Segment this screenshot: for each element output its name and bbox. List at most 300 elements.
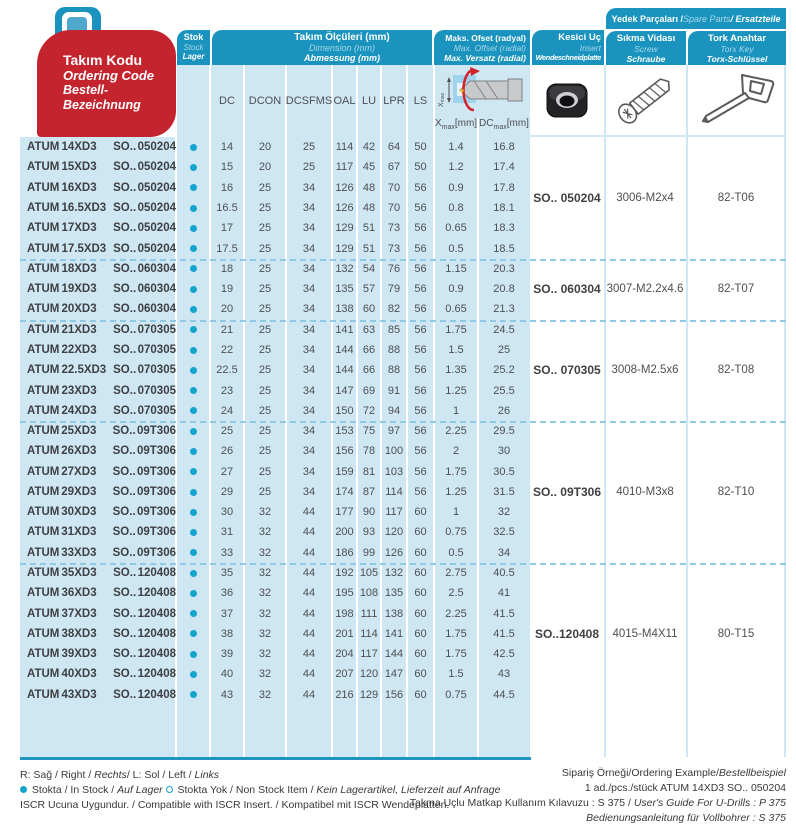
svg-text:Xmax: Xmax <box>438 92 446 107</box>
dimension-cell: 25 <box>258 425 272 438</box>
dimension-cell: 25 <box>258 445 272 458</box>
contact-point-star: ✶ <box>458 86 466 96</box>
x-max-column-label: $X_{max}[mm]$ <box>434 118 478 131</box>
dimension-cell: 72 <box>362 404 376 417</box>
dimension-cell: 25 <box>258 262 272 275</box>
dimension-cell: 153 <box>335 425 354 438</box>
dimension-cell: 38 <box>220 627 234 640</box>
x-max-cell: 1.5 <box>448 343 464 356</box>
dc-max-cell: 30.5 <box>493 465 515 478</box>
dimension-cell: 144 <box>384 648 404 661</box>
tool-code-part: 09T306 <box>136 465 176 478</box>
column-header-dcon: DCON <box>248 95 282 107</box>
in-stock-dot <box>190 347 197 354</box>
tool-code-part: 070305 <box>137 343 176 356</box>
dimension-cell: 126 <box>335 201 354 214</box>
tool-code-part: 16XD3 <box>61 181 97 194</box>
x-max-cell: 2.25 <box>445 607 467 620</box>
dimension-cell: 32 <box>258 627 272 640</box>
tool-code-part: SO.. <box>113 303 137 316</box>
spare-part-group-row <box>530 259 786 320</box>
in-stock-dot <box>190 590 197 597</box>
footnote-text: ISCR Ucuna Uygundur. / Compatible with ISCR Insert. / Kompatibel mit ISCR Wendeplatten. <box>20 799 450 811</box>
dimension-cell: 44 <box>302 648 316 661</box>
in-stock-dot <box>190 549 197 556</box>
dimension-cell: 66 <box>362 364 376 377</box>
in-stock-dot <box>190 144 197 151</box>
torx-key-code-cell: 82-T06 <box>717 191 755 204</box>
tool-code-part: SO.. <box>113 567 137 580</box>
insert-code-cell: SO.. 09T306 <box>532 485 602 500</box>
tool-code-part: SO.. <box>113 201 137 214</box>
ordering-code-header <box>37 30 176 137</box>
dimension-cell: 99 <box>362 546 376 559</box>
tool-code-part: ATUM <box>27 283 60 296</box>
dimension-cell: 25 <box>258 222 272 235</box>
dimension-cell: 138 <box>384 607 404 620</box>
stock-status-cell <box>176 303 210 315</box>
stock-status-cell <box>176 141 210 153</box>
tool-code-part: ATUM <box>27 161 60 174</box>
tool-code-part: ATUM <box>27 485 60 498</box>
stock-status-cell <box>176 364 210 376</box>
table-row <box>20 198 530 218</box>
spare-part-group-row <box>530 320 786 421</box>
in-stock-dot <box>190 245 197 252</box>
tool-code-part: 22.5XD3 <box>61 364 107 377</box>
tool-code-cell <box>20 243 176 255</box>
spare-part-group-row <box>530 563 786 705</box>
dimension-cell: 200 <box>335 526 354 539</box>
dimension-cell: 141 <box>384 627 404 640</box>
x-max-cell: 1.5 <box>448 668 464 681</box>
x-max-cell: 0.5 <box>448 242 464 255</box>
dimension-cell: 147 <box>335 384 354 397</box>
x-max-cell: 1.75 <box>445 648 467 661</box>
non-stock-legend-dot <box>166 786 173 793</box>
screw-code-cell: 4010-M3x8 <box>616 486 674 499</box>
x-max-cell: 0.65 <box>445 303 467 316</box>
x-max-cell: 2.25 <box>445 425 467 438</box>
dimension-cell: 34 <box>302 303 316 316</box>
dc-max-cell: 17.4 <box>493 161 515 174</box>
dimension-cell: 25 <box>258 343 272 356</box>
dimension-cell: 126 <box>335 181 354 194</box>
in-stock-dot <box>190 448 197 455</box>
tool-code-part: ATUM <box>27 445 60 458</box>
dc-max-cell: 40.5 <box>493 567 515 580</box>
stock-status-cell <box>176 445 210 457</box>
dimension-cell: 60 <box>414 506 427 519</box>
stock-status-cell <box>176 648 210 660</box>
dimension-cell: 177 <box>335 506 354 519</box>
dc-max-cell: 17.8 <box>493 181 515 194</box>
dimension-cell: 44 <box>302 688 316 701</box>
dimension-cell: 34 <box>302 283 316 296</box>
column-header-lu: LU <box>361 95 377 107</box>
dimension-cell: 25 <box>258 364 272 377</box>
tool-code-part: ATUM <box>27 262 60 275</box>
dc-max-column-label: $DC_{max}[mm]$ <box>479 118 529 131</box>
table-bottom-border <box>20 757 531 760</box>
x-max-cell: 0.75 <box>445 688 467 701</box>
tool-code-part: 060304 <box>137 262 176 275</box>
dimension-cell: 32 <box>258 526 272 539</box>
table-row <box>20 137 530 157</box>
table-row <box>20 685 530 705</box>
dc-max-cell: 18.5 <box>493 242 515 255</box>
dimension-cell: 22 <box>220 343 234 356</box>
tool-code-part: 09T306 <box>136 526 176 539</box>
tool-code-part: 050204 <box>137 161 176 174</box>
tool-code-cell <box>20 587 176 599</box>
x-max-cell: 1.75 <box>445 323 467 336</box>
dimension-cell: 174 <box>335 485 354 498</box>
footnote-text: Links <box>194 769 220 781</box>
in-stock-dot <box>190 570 197 577</box>
dimension-cell: 105 <box>359 567 379 580</box>
dc-max-cell: 42.5 <box>493 648 515 661</box>
dimension-cell: 34 <box>302 323 316 336</box>
in-stock-dot <box>190 367 197 374</box>
table-row <box>20 279 530 299</box>
tool-code-cell <box>20 547 176 559</box>
tool-code-part: 060304 <box>137 283 176 296</box>
footnote-text: Sipariş Örneği/Ordering Example/ <box>561 767 719 779</box>
x-max-cell: 1.35 <box>445 364 467 377</box>
dimension-cell: 129 <box>335 222 354 235</box>
stock-status-cell <box>176 547 210 559</box>
dimension-cell: 56 <box>414 364 427 377</box>
dimension-cell: 186 <box>335 546 354 559</box>
torx-key-icon <box>692 66 780 130</box>
tool-code-cell <box>20 486 176 498</box>
dimension-cell: 85 <box>387 323 401 336</box>
dimension-cell: 56 <box>414 445 427 458</box>
dimension-cell: 138 <box>335 303 354 316</box>
table-row <box>20 157 530 177</box>
dimension-cell: 56 <box>414 384 427 397</box>
dimension-cell: 51 <box>362 242 376 255</box>
dimension-cell: 75 <box>362 425 376 438</box>
stock-status-cell <box>176 344 210 356</box>
dimension-cell: 34 <box>302 343 316 356</box>
dimension-cell: 32 <box>258 506 272 519</box>
tool-code-part: ATUM <box>27 546 60 559</box>
dimension-cell: 141 <box>335 323 354 336</box>
dimension-cell: 56 <box>414 201 427 214</box>
x-max-cell: 1.75 <box>445 465 467 478</box>
tool-code-part: 050204 <box>137 181 176 194</box>
dimension-cell: 56 <box>414 283 427 296</box>
dimension-cell: 88 <box>387 364 401 377</box>
footnote-line <box>410 781 786 796</box>
dimension-cell: 51 <box>362 222 376 235</box>
dimension-cell: 100 <box>384 445 404 458</box>
dimension-cell: 216 <box>335 688 354 701</box>
torx-key-column-header: Tork Anahtar Torx Key Torx-Schlüssel <box>688 31 786 65</box>
tool-code-part: ATUM <box>27 323 60 336</box>
tool-code-part: ATUM <box>27 567 60 580</box>
dimension-cell: 150 <box>335 404 354 417</box>
dimension-cell: 25 <box>258 465 272 478</box>
dimension-cell: 17 <box>220 222 234 235</box>
dimension-cell: 34 <box>302 404 316 417</box>
dimension-cell: 93 <box>362 526 376 539</box>
dimension-cell: 103 <box>384 465 404 478</box>
dimension-cell: 44 <box>302 526 316 539</box>
dimension-cell: 120 <box>384 526 404 539</box>
in-stock-dot <box>190 164 197 171</box>
column-header-dcsfms: DCSFMS <box>285 95 333 107</box>
dimension-cell: 17.5 <box>216 242 238 255</box>
dimension-cell: 34 <box>302 181 316 194</box>
screw-icon <box>612 72 678 128</box>
tool-code-part: SO.. <box>113 384 137 397</box>
in-stock-dot <box>190 326 197 333</box>
dimension-cell: 73 <box>387 222 401 235</box>
tool-code-part: SO.. <box>113 222 137 235</box>
tool-code-part: SO.. <box>112 485 136 498</box>
x-max-cell: 1 <box>452 506 460 519</box>
insert-icon <box>543 76 591 124</box>
dimension-cell: 54 <box>362 262 376 275</box>
tool-code-part: SO.. <box>112 445 136 458</box>
in-stock-legend-dot <box>20 786 27 793</box>
dimension-cell: 70 <box>387 201 401 214</box>
dimension-cell: 56 <box>414 222 427 235</box>
dimension-cell: 48 <box>362 201 376 214</box>
dc-max-cell: 29.5 <box>493 425 515 438</box>
in-stock-dot <box>190 387 197 394</box>
dimension-cell: 64 <box>387 141 401 154</box>
footnote-line <box>410 811 786 826</box>
tool-code-part: 31XD3 <box>61 526 97 539</box>
tool-code-cell <box>20 526 176 538</box>
tool-code-part: 39XD3 <box>61 648 97 661</box>
dimension-cell: 43 <box>220 688 234 701</box>
tool-code-part: 33XD3 <box>61 546 97 559</box>
tool-code-part: 120408 <box>137 668 176 681</box>
dc-max-cell: 44.5 <box>493 688 515 701</box>
dimension-cell: 25 <box>258 201 272 214</box>
tool-code-part: 20XD3 <box>61 303 97 316</box>
dimension-cell: 57 <box>362 283 376 296</box>
table-row <box>20 644 530 664</box>
table-row <box>20 543 530 563</box>
dimension-cell: 39 <box>220 648 234 661</box>
tool-code-cell <box>20 161 176 173</box>
table-row <box>20 259 530 279</box>
table-row <box>20 299 530 319</box>
tool-code-cell <box>20 506 176 518</box>
tool-code-part: SO.. <box>113 181 137 194</box>
dimension-cell: 25 <box>258 283 272 296</box>
dc-max-cell: 32.5 <box>493 526 515 539</box>
in-stock-dot <box>190 286 197 293</box>
table-row <box>20 502 530 522</box>
footnote-text: Bedienungsanleitung für Vollbohrer : S 375 <box>586 812 786 824</box>
catalog-table <box>20 137 530 705</box>
tool-code-part: ATUM <box>27 343 60 356</box>
dimension-cell: 25 <box>258 181 272 194</box>
in-stock-dot <box>190 306 197 313</box>
torx-key-code-cell: 80-T15 <box>717 628 755 641</box>
screw-code-cell: 3007-M2.2x4.6 <box>606 283 684 296</box>
x-max-cell: 2 <box>452 445 460 458</box>
stock-status-cell <box>176 161 210 173</box>
dimension-cell: 56 <box>414 425 427 438</box>
in-stock-dot <box>190 489 197 496</box>
insert-column-header: Kesici Uç Insert Wendeschneidplatte <box>532 30 604 65</box>
ordering-code-title-en: Ordering Code <box>63 68 155 83</box>
tool-code-part: 09T306 <box>136 485 176 498</box>
dc-max-cell: 25.5 <box>493 384 515 397</box>
x-max-cell: 0.65 <box>445 222 467 235</box>
tool-code-cell <box>20 445 176 457</box>
screw-code-cell: 4015-M4X11 <box>612 628 678 641</box>
dimension-cell: 25 <box>258 485 272 498</box>
tool-code-part: SO.. <box>113 607 137 620</box>
dc-max-cell: 25 <box>497 343 511 356</box>
footnotes-right <box>410 766 786 826</box>
stock-status-cell <box>176 506 210 518</box>
table-row <box>20 563 530 583</box>
tool-code-part: 09T306 <box>136 506 176 519</box>
dimension-cell: 44 <box>302 567 316 580</box>
dimension-cell: 16.5 <box>216 201 238 214</box>
dimension-cell: 32 <box>258 668 272 681</box>
dimension-cell: 24 <box>220 404 234 417</box>
tool-code-part: ATUM <box>27 242 60 255</box>
x-max-cell: 1.75 <box>445 627 467 640</box>
table-row <box>20 421 530 441</box>
dimension-cell: 76 <box>387 262 401 275</box>
dimension-cell: 132 <box>384 567 404 580</box>
dimension-cell: 33 <box>220 546 234 559</box>
table-row <box>20 401 530 421</box>
in-stock-dot <box>190 184 197 191</box>
tool-code-part: 36XD3 <box>61 587 97 600</box>
footnote-text: Auf Lager <box>117 784 163 796</box>
tool-code-part: 070305 <box>137 404 176 417</box>
tool-code-cell <box>20 628 176 640</box>
dimension-cell: 50 <box>414 161 427 174</box>
dimension-cell: 156 <box>384 688 404 701</box>
stock-status-cell <box>176 425 210 437</box>
dimension-cell: 20 <box>220 303 234 316</box>
torx-key-code-cell: 82-T08 <box>717 364 755 377</box>
tool-code-part: ATUM <box>27 364 60 377</box>
tool-code-part: 120408 <box>137 648 176 661</box>
dimension-cell: 44 <box>302 627 316 640</box>
tool-code-part: 050204 <box>137 222 176 235</box>
dimension-cell: 56 <box>414 262 427 275</box>
stock-column-header: Stok Stock Lager <box>177 30 210 65</box>
stock-status-cell <box>176 567 210 579</box>
footnote-text: User's Guide For U-Drills : P 375 <box>633 797 786 809</box>
dimension-cell: 16 <box>220 181 234 194</box>
dc-max-cell: 41 <box>497 587 511 600</box>
tool-code-part: 120408 <box>137 587 176 600</box>
in-stock-dot <box>190 509 197 516</box>
tool-code-part: SO.. <box>113 627 137 640</box>
dimension-cell: 26 <box>220 445 234 458</box>
dimension-cell: 192 <box>335 567 354 580</box>
dimension-cell: 45 <box>362 161 376 174</box>
spare-parts-header-bar: Yedek Parçaları / Spare Parts / Ersatzteile <box>606 8 786 29</box>
tool-code-part: SO.. <box>113 242 137 255</box>
footnote-text: Rechts <box>94 769 127 781</box>
tool-code-part: 09T306 <box>136 425 176 438</box>
tool-code-part: 070305 <box>137 323 176 336</box>
stock-status-cell <box>176 385 210 397</box>
x-max-cell: 0.8 <box>448 201 464 214</box>
footnote-line <box>410 796 786 811</box>
dimension-cell: 14 <box>220 141 234 154</box>
dimension-cell: 42 <box>362 141 376 154</box>
in-stock-dot <box>190 265 197 272</box>
dimension-cell: 25 <box>258 303 272 316</box>
dc-max-cell: 31.5 <box>493 485 515 498</box>
tool-code-part: SO.. <box>113 364 137 377</box>
dimension-cell: 135 <box>335 283 354 296</box>
footnote-text: Kein Lagerartikel, Lieferzeit auf Anfrage <box>316 784 501 796</box>
in-stock-dot <box>190 529 197 536</box>
table-row <box>20 178 530 198</box>
dimension-cell: 32 <box>258 587 272 600</box>
spare-part-group-row <box>530 421 786 563</box>
stock-status-cell <box>176 324 210 336</box>
dc-max-cell: 25.2 <box>493 364 515 377</box>
stock-status-cell <box>176 668 210 680</box>
tool-code-part: ATUM <box>27 425 60 438</box>
dimension-cell: 56 <box>414 465 427 478</box>
dimension-cell: 144 <box>335 343 354 356</box>
table-row <box>20 380 530 400</box>
tool-code-part: ATUM <box>27 648 60 661</box>
dc-max-cell: 41.5 <box>493 607 515 620</box>
dimension-cell: 44 <box>302 587 316 600</box>
dimension-cell: 207 <box>335 668 354 681</box>
dimension-cell: 56 <box>414 343 427 356</box>
dimension-cell: 32 <box>258 607 272 620</box>
tool-code-cell <box>20 202 176 214</box>
dimension-cell: 20 <box>258 141 272 154</box>
screw-code-cell: 3006-M2x4 <box>616 191 674 204</box>
dc-max-cell: 18.3 <box>493 222 515 235</box>
tool-code-part: 25XD3 <box>61 425 97 438</box>
dimension-cell: 114 <box>335 141 354 154</box>
in-stock-dot <box>190 651 197 658</box>
x-max-cell: 0.9 <box>448 283 464 296</box>
tool-code-cell <box>20 385 176 397</box>
tool-code-part: 09T306 <box>136 546 176 559</box>
in-stock-dot <box>190 671 197 678</box>
stock-status-cell <box>176 222 210 234</box>
dimension-cell: 198 <box>335 607 354 620</box>
table-row <box>20 360 530 380</box>
dimension-cell: 25 <box>302 161 316 174</box>
table-row <box>20 583 530 603</box>
dimension-cell: 44 <box>302 668 316 681</box>
dimension-cell: 48 <box>362 181 376 194</box>
dimension-cell: 69 <box>362 384 376 397</box>
tool-code-part: 120408 <box>137 627 176 640</box>
tool-code-part: SO.. <box>112 526 136 539</box>
tool-code-part: SO.. <box>112 465 136 478</box>
dimension-cell: 66 <box>362 343 376 356</box>
